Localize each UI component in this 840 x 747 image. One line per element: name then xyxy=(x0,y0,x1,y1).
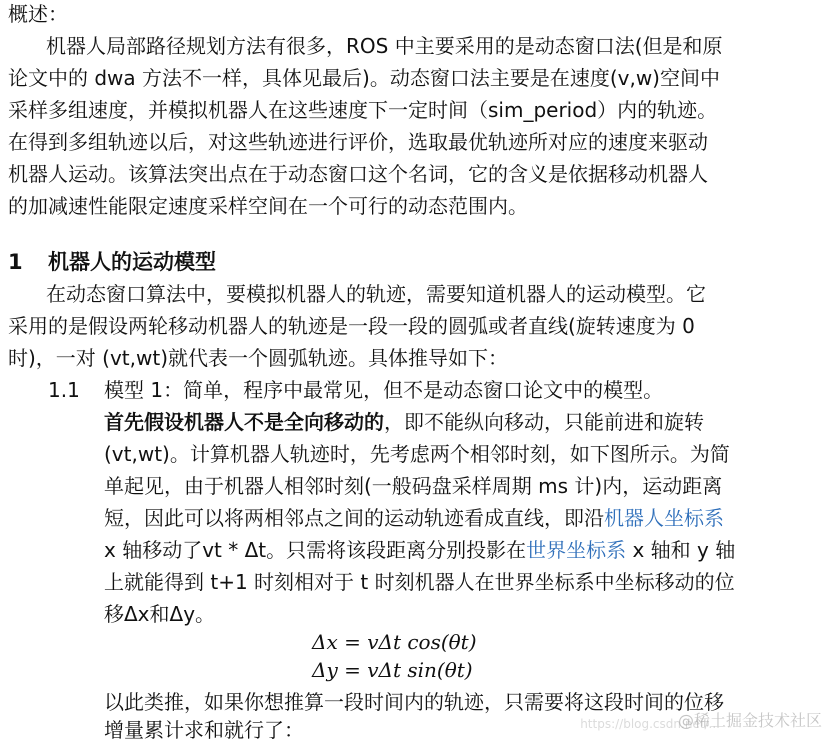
closing-line-2: 增量累计求和就行了： xyxy=(104,718,304,742)
subsection-line-6: 上就能得到 t+1 时刻相对于 t 时刻机器人在世界坐标系中坐标移动的位 xyxy=(104,570,735,594)
overview-line-4: 在得到多组轨迹以后，对这些轨迹进行评价，选取最优轨迹所对应的速度来驱动 xyxy=(8,130,708,154)
subsection-line-3: 单起见，由于机器人相邻时刻(一般码盘采样周期 ms 计)内，运动距离 xyxy=(104,474,723,498)
overview-title: 概述： xyxy=(8,2,68,26)
overview-line-2: 论文中的 dwa 方法不一样，具体见最后)。动态窗口法主要是在速度(v,w)空间中 xyxy=(8,66,720,90)
watermark-url: https://blog.csdn.net/... xyxy=(580,717,720,731)
formula-delta-x: Δx = vΔt cos(θt) xyxy=(312,630,477,654)
subsection-line-5-text: x 轴移动了vt * Δt。只需将该段距离分别投影在 xyxy=(104,538,527,562)
section-1-paragraph-line-3: 时)，一对 (vt,wt)就代表一个圆弧轨迹。具体推导如下： xyxy=(8,346,508,370)
subsection-1-1-title: 模型 1：简单，程序中最常见，但不是动态窗口论文中的模型。 xyxy=(104,378,664,402)
subsection-line-4-text: 短，因此可以将两相邻点之间的运动轨迹看成直线，即沿 xyxy=(104,506,604,530)
world-frame-link[interactable]: 世界坐标系 xyxy=(526,538,627,562)
subsection-1-1-number: 1.1 xyxy=(48,378,80,402)
subsection-line-1 xyxy=(104,408,704,436)
section-1-title: 机器人的运动模型 xyxy=(48,250,216,274)
subsection-line-7: 移Δx和Δy。 xyxy=(104,602,216,626)
overview-line-3: 采样多组速度，并模拟机器人在这些速度下一定时间（sim_period）内的轨迹。 xyxy=(8,98,718,122)
formula-delta-y: Δy = vΔt sin(θt) xyxy=(312,658,473,682)
section-1-number: 1 xyxy=(8,250,23,274)
subsection-line-5-tail: x 轴和 y 轴 xyxy=(626,538,736,562)
overview-line-6: 的加减速性能限定速度采样空间在一个可行的动态范围内。 xyxy=(8,194,528,218)
overview-line-5: 机器人运动。该算法突出点在于动态窗口这个名词，它的含义是依据移动机器人 xyxy=(8,162,708,186)
watermark-main: @稀土掘金技术社区 xyxy=(677,711,822,730)
section-1-paragraph-line-1: 在动态窗口算法中，要模拟机器人的轨迹，需要知道机器人的运动模型。它 xyxy=(46,282,706,306)
closing-line-1: 以此类推，如果你想推算一段时间内的轨迹，只需要将这段时间的位移 xyxy=(104,690,724,714)
section-1-paragraph-line-2: 采用的是假设两轮移动机器人的轨迹是一段一段的圆弧或者直线(旋转速度为 0 xyxy=(8,314,695,338)
subsection-line-5 xyxy=(104,536,735,564)
overview-line-1: 机器人局部路径规划方法有很多，ROS 中主要采用的是动态窗口法(但是和原 xyxy=(46,34,723,58)
subsection-line-2: (vt,wt)。计算机器人轨迹时，先考虑两个相邻时刻，如下图所示。为简 xyxy=(104,442,730,466)
bold-lead: 首先假设机器人不是全向移动的 xyxy=(104,410,384,434)
robot-frame-link[interactable]: 机器人坐标系 xyxy=(604,506,724,530)
subsection-line-4 xyxy=(104,504,724,532)
subsection-line-1-text: ，即不能纵向移动，只能前进和旋转 xyxy=(384,410,704,434)
